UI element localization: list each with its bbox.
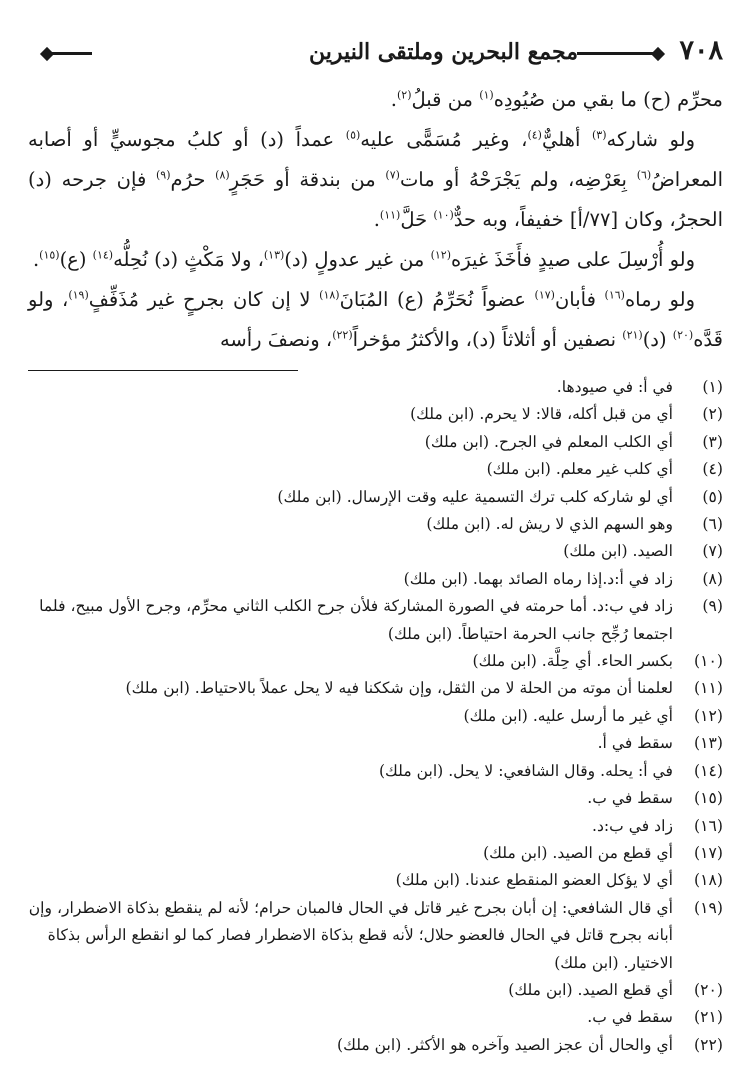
footnote: (٣) أي الكلب المعلم في الجرح. (ابن ملك) — [424, 432, 723, 451]
footnote: (٧) الصيد. (ابن ملك) — [563, 542, 723, 561]
page-number: ٧٠٨ — [679, 35, 723, 66]
paragraph-4: ولو رماه$^{(١٦)}$ فأبان$^{(١٧)}$ عضواً نُحَرِّمُ (ع) المُبَانَ$^{(١٨)}$ لا إن كان بجرحٍ غير مُذَفِّفٍ$^{(١٩)}$، ولو قَدَّه$^{(٢٠)}$ (د)$^{(٢١)}$ نصفين أو أثلاثاً (د)، والأكثرُ مؤخراً$^{(٢٢)}$، ونصفَ رأسه — [28, 288, 723, 351]
footnote: (١٨) أي لا يؤكل العضو المنقطع عندنا. (ابن ملك) — [395, 871, 723, 890]
header-rule-right — [577, 52, 657, 55]
paragraph-2: ولو شاركه$^{(٣)}$ أهليٌّ$^{(٤)}$، وغير مُسَمًّى عليه$^{(٥)}$ عمداً (د) أو كلبُ مجوسيٍّ أو أصابه المعراضُ$^{(٦)}$ بِعَرْضِه، ولم يَجْرَحْهُ أو مات$^{(٧)}$ من بندقة أو حَجَرٍ$^{(٨)}$ حرُم$^{(٩)}$ فإن جرحه (د) الحجرُ، وكان [٧٧/أ] خفيفاً، وبه حدٌّ$^{(١٠)}$ حَلَّ$^{(١١)}$. — [28, 128, 723, 231]
footnote: (١٦) زاد في ب:د. — [591, 816, 723, 835]
page-header — [28, 34, 723, 74]
footnote: (١٥) سقط في ب. — [587, 789, 723, 808]
footnote: (١٣) سقط في أ. — [597, 734, 723, 753]
footnote: (١٧) أي قطع من الصيد. (ابن ملك) — [483, 843, 723, 862]
diamond-ornament-left — [40, 47, 54, 61]
footnote: (٨) زاد في أ:د.إذا رماه الصائد بهما. (ابن ملك) — [403, 569, 723, 588]
footnote: (٢) أي من قبل أكله، قالا: لا يحرم. (ابن ملك) — [410, 405, 723, 424]
footnote: (١٤) في أ: يحله. وقال الشافعي: لا يحل. (ابن ملك) — [378, 761, 723, 780]
footnotes — [28, 374, 723, 1059]
running-title: مجمع البحرين وملتقى النيرين — [309, 39, 578, 65]
footnote: (١١) لعلمنا أن موته من الحلة لا من الثقل، وإن شككنا فيه لا يحل عملاً بالاحتياط. (ابن ملك) — [125, 679, 723, 698]
header-rule-left — [48, 52, 92, 55]
footnote: (١٢) أي غير ما أرسل عليه. (ابن ملك) — [463, 706, 723, 725]
footnote: (١) في أ: في صيودها. — [556, 378, 723, 396]
footnote-separator — [28, 370, 298, 371]
footnote: (٥) أي لو شاركه كلب ترك التسمية عليه وقت الإرسال. (ابن ملك) — [277, 487, 723, 506]
main-text — [28, 80, 723, 360]
footnote: (٦) وهو السهم الذي لا ريش له. (ابن ملك) — [426, 515, 723, 534]
book-page — [28, 34, 723, 1054]
paragraph-3: ولو أُرْسِلَ على صيدٍ فأَخَذَ غيرَه$^{(١٢)}$ من غير عدولٍ (د)$^{(١٣)}$، ولا مَكْثٍ (د) نُحِلُّه$^{(١٤)}$ (ع)$^{(١٥)}$. — [32, 248, 695, 271]
footnote: (٢٠) أي قطع الصيد. (ابن ملك) — [508, 980, 723, 999]
footnote: (١٠) بكسر الحاء. أي حِلَّة. (ابن ملك) — [472, 652, 723, 671]
footnote: (٢١) سقط في ب. — [587, 1008, 723, 1027]
footnote: (٢٢) أي والحال أن عجز الصيد وآخره هو الأكثر. (ابن ملك) — [336, 1035, 723, 1054]
footnote: (٩) زاد في ب:د. أما حرمته في الصورة المشاركة فلأن جرح الكلب الثاني محرِّم، وجرح الأول مبيح، فلما اجتمعا رُجِّح جانب الحرمة احتياطاً. (ابن ملك) — [39, 597, 723, 643]
footnote: (١٩) أي قال الشافعي: إن أبان بجرح غير قاتل في الحال فالمبان حرام؛ لأنه لم ينقطع بذكاة الاضطرار، وإن أبانه بجرح قاتل في الحال فالعضو حلال؛ لأنه قطع بذكاة الاضطرار فصار كما لو انقطع الرأس بذكاة الاختيار. (ابن ملك) — [28, 898, 723, 972]
footnote: (٤) أي كلب غير معلم. (ابن ملك) — [486, 460, 723, 479]
paragraph-1: محرِّم (ح) ما بقي من صُيُودِه$^{(١)}$ من قبلُ$^{(٢)}$. — [390, 88, 723, 111]
